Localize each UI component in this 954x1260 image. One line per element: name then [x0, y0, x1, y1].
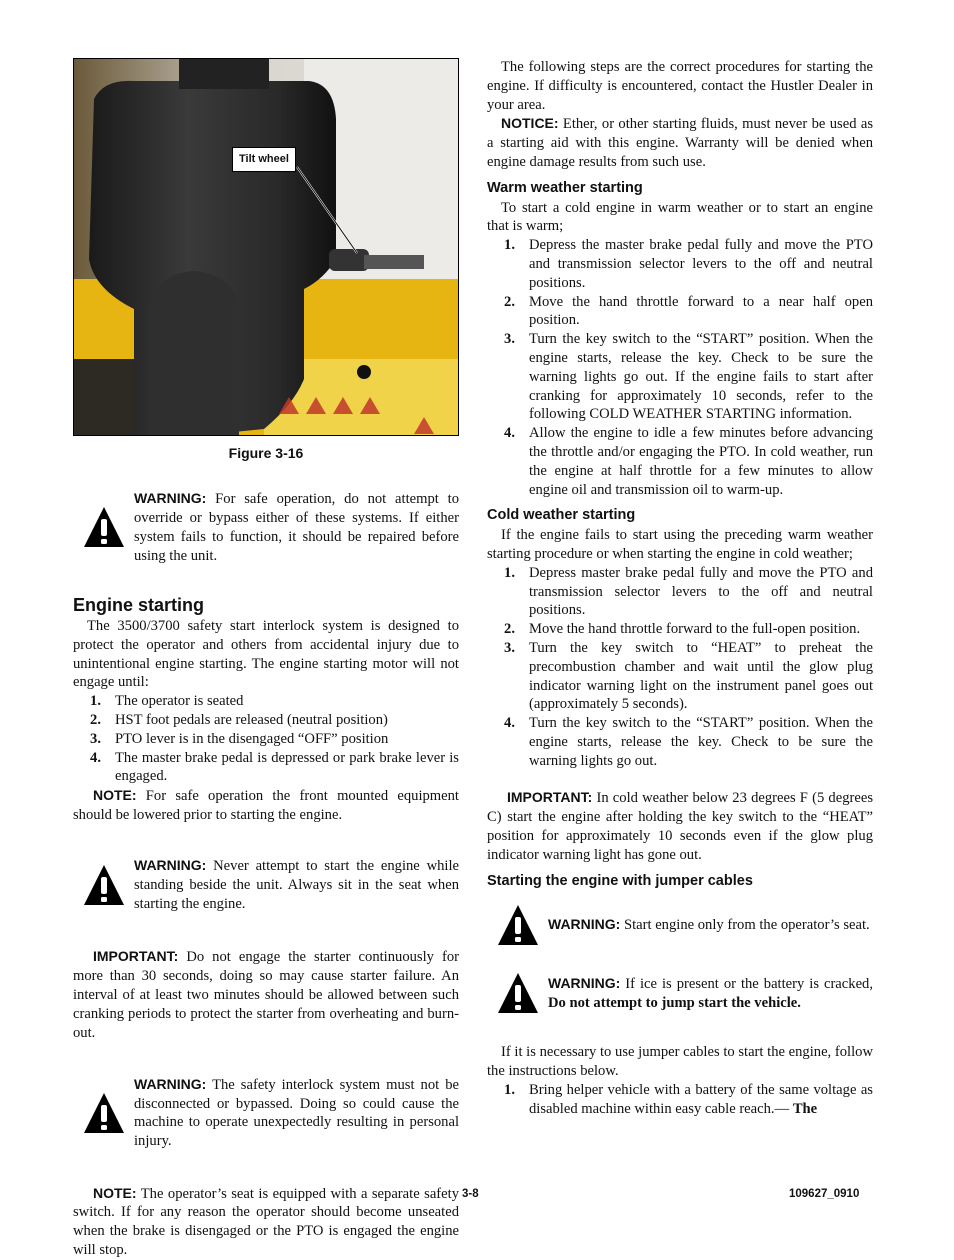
section-heading: Engine starting	[73, 595, 205, 616]
list-item: 3. Turn the key switch to “HEAT” to preheat the precombustion chamber and wait until the glow plug indicator warning light on the instrument panel goes out (approximately 5 seconds).	[504, 639, 873, 713]
paragraph: The 3500/3700 safety start interlock system is designed to protect the operator and others from accidental injury due to unintentional engine starting. The engine starting motor will not engage until:	[73, 617, 459, 691]
document-number: 109627_0910	[789, 1188, 860, 1200]
subheading-warm-weather: Warm weather starting	[487, 179, 643, 196]
list-item: 3. Turn the key switch to the “START” position. When the engine starts, release the key. Check to be sure the warning lights go out. If the engine fails to start after cranking for approximately 10 seconds, refer to the following COLD WEATHER STARTING information.	[504, 331, 873, 423]
note-paragraph: NOTE: The operator’s seat is equipped with a separate safety switch. If for any reason the operator should become unseated when the brake is disengaged or the PTO is engaged the engine will stop.	[73, 1184, 459, 1259]
paragraph: The following steps are the correct procedures for starting the engine. If difficulty is encountered, contact the Hustler Dealer in your area.	[487, 59, 873, 113]
tilt-wheel-callout: Tilt wheel	[232, 147, 296, 172]
warning-icon	[73, 863, 134, 907]
subheading-jumper-cables: Starting the engine with jumper cables	[487, 872, 753, 889]
list-item: 1. The operator is seated	[90, 693, 244, 710]
figure-caption: Figure 3-16	[228, 445, 304, 461]
paragraph: If it is necessary to use jumper cables to start the engine, follow the instructions below.	[487, 1044, 873, 1080]
interlock-conditions-list	[73, 692, 459, 786]
important-paragraph: IMPORTANT: In cold weather below 23 degrees F (5 degrees C) start the engine after holding the key switch to the “HEAT” position for approximately 10 seconds even if the glow plug indicator warning light has gone out.	[487, 789, 873, 863]
warning-label: WARNING:	[134, 490, 207, 507]
warning-icon	[73, 1091, 134, 1135]
list-item: 4. Allow the engine to idle a few minutes before advancing the throttle and/or engaging the PTO. In cold weather, run the engine at half throttle for a few minutes to allow engine oil and transmission oil to warm-up.	[504, 425, 873, 498]
list-item: 1. Depress master brake pedal fully and move the PTO and transmission selector levers to the off and neutral positions.	[504, 564, 873, 619]
list-item: 2. HST foot pedals are released (neutral position)	[90, 711, 388, 728]
important-paragraph: IMPORTANT: Do not engage the starter continuously for more than 30 seconds, doing so may cause starter failure. An interval of at least two minutes should be allowed between such cranking periods to protect the starter from overheating and burn-out.	[73, 948, 459, 1041]
warning-icon	[487, 903, 548, 947]
paragraph: To start a cold engine in warm weather or to start an engine that is warm;	[487, 199, 873, 235]
list-item: 1. Depress the master brake pedal fully and move the PTO and transmission selector levers to the off and neutral positions.	[504, 237, 873, 291]
warning-block: WARNING: Start engine only from the operator’s seat.	[487, 900, 873, 949]
page-number: 3-8	[462, 1188, 479, 1200]
warning-text: For safe operation, do not attempt to override or bypass either of these systems. If either system fails to function, it should be repaired before using the unit.	[134, 491, 459, 564]
figure-3-16-photo	[73, 58, 459, 436]
note-paragraph: NOTE: For safe operation the front mounted equipment should be lowered prior to starting the engine.	[73, 787, 459, 823]
list-item: 4. The master brake pedal is depressed or park brake lever is engaged.	[90, 749, 459, 785]
list-item: 2. Move the hand throttle forward to the full-open position.	[504, 621, 861, 638]
warm-weather-steps	[487, 236, 873, 499]
warning-block: WARNING: Never attempt to start the engine while standing beside the unit. Always sit in the seat when starting the engine.	[73, 842, 459, 929]
paragraph: If the engine fails to start using the preceding warm weather starting procedure or when starting the engine in cold weather;	[487, 527, 873, 562]
tilt-wheel-photo	[74, 59, 459, 436]
notice-paragraph: NOTICE: Ether, or other starting fluids, must never be used as a starting aid with this engine. Warranty will be denied when engine damage results from such use.	[487, 115, 873, 170]
subheading-cold-weather: Cold weather starting	[487, 507, 636, 524]
list-item: 3. PTO lever is in the disengaged “OFF” position	[90, 730, 389, 747]
list-item: 1. Bring helper vehicle with a battery of the same voltage as disabled machine within easy cable reach.— The	[504, 1081, 873, 1117]
list-item: 4. Turn the key switch to the “START” position. When the engine starts, release the key. Check to be sure the warning lights go out.	[504, 715, 873, 769]
cold-weather-steps	[487, 564, 873, 771]
warning-icon	[73, 505, 134, 549]
jumper-steps	[487, 1081, 873, 1119]
warning-icon	[487, 971, 548, 1015]
right-column	[487, 58, 873, 1118]
warning-block	[73, 475, 459, 580]
list-item: 2. Move the hand throttle forward to a near half open position.	[504, 293, 873, 329]
left-column	[73, 58, 459, 1260]
warning-block: WARNING: The safety interlock system must not be disconnected or bypassed. Doing so could cause the machine to operate unexpectedly resulting in personal injury.	[73, 1060, 459, 1165]
warning-block: WARNING: If ice is present or the battery is cracked, Do not attempt to jump start the vehicle.	[487, 959, 873, 1027]
